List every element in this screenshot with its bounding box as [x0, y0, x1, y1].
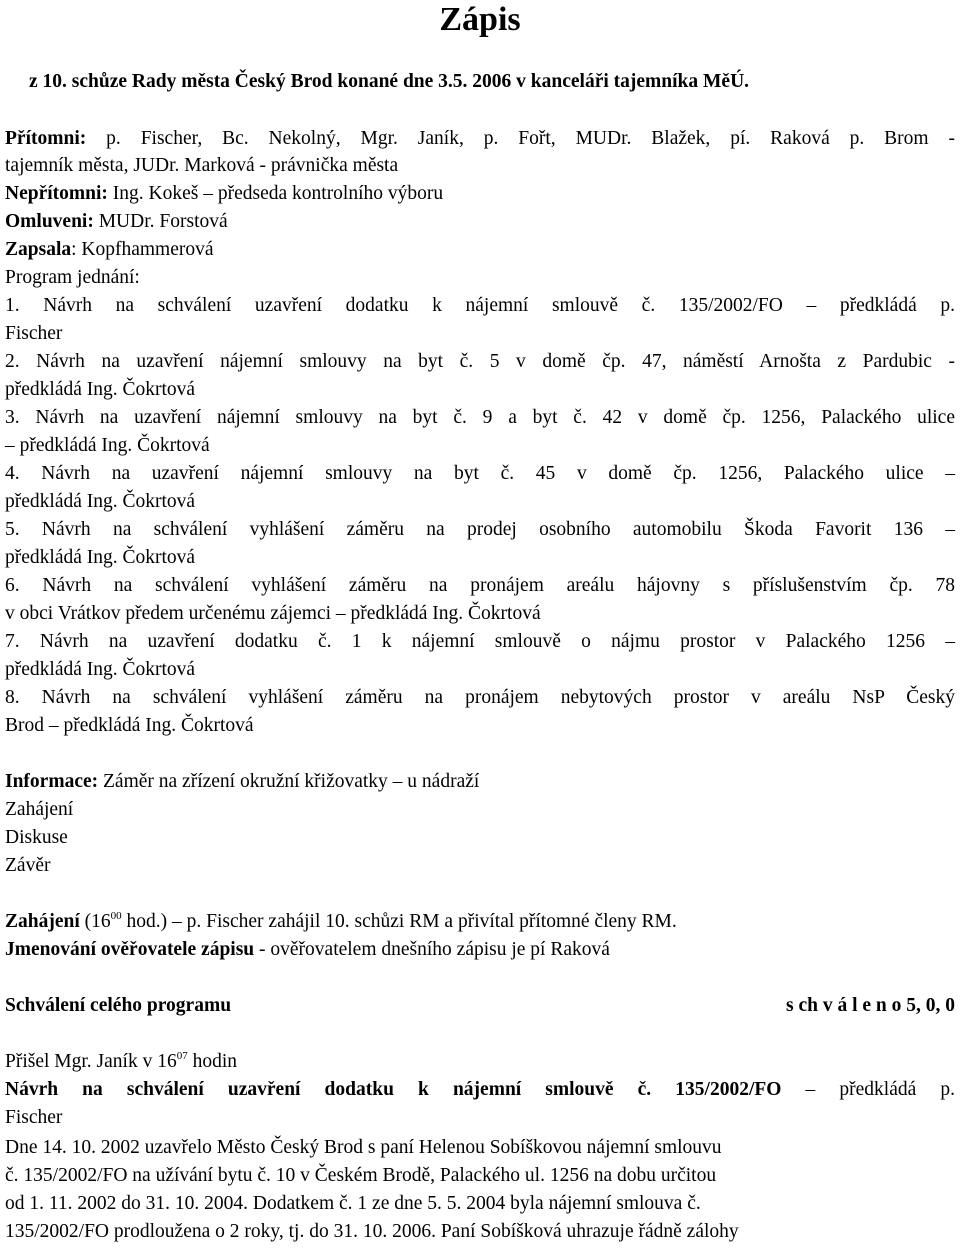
absent-text: Ing. Kokeš – předseda kontrolního výboru	[112, 183, 444, 204]
agenda-item-6-cont: v obci Vrátkov předem určenému zájemci – předkládá Ing. Čokrtová	[5, 603, 541, 624]
meeting-subtitle: z 10. schůze Rady města Český Brod konané dne 3.5. 2006 v kanceláři tajemníka MěÚ.	[29, 71, 750, 92]
info-text: Záměr na zřízení okružní křižovatky – u nádraží	[103, 771, 480, 792]
excused-text: MUDr. Forstová	[98, 211, 228, 232]
present-text: p. Fischer, Bc. Nekolný, Mgr. Janík, p. Fořt, MUDr. Blažek, pí. Raková p. Brom -	[106, 128, 956, 149]
present-label: Přítomni:	[5, 128, 87, 149]
document-title: Zápis	[439, 1, 521, 38]
recorder-label: Zapsala	[5, 239, 72, 260]
arrival-post: hodin	[187, 1051, 238, 1072]
opening-paragraph	[5, 908, 955, 935]
body-line: 135/2002/FO prodloužena o 2 roky, tj. do 31. 10. 2006. Paní Sobíšková uhrazuje řádně zálohy	[5, 1221, 739, 1242]
agenda-item-3-cont: – předkládá Ing. Čokrtová	[5, 435, 210, 456]
body-line: od 1. 11. 2002 do 31. 10. 2004. Dodatkem č. 1 ze dne 5. 5. 2004 byla nájemní smlouva č.	[5, 1193, 701, 1214]
recorder	[5, 236, 955, 263]
opening-time-pre: (16	[79, 911, 111, 932]
arrival-sup: 07	[176, 1050, 188, 1062]
verifier-paragraph	[5, 936, 955, 963]
information	[5, 768, 955, 795]
body-line: č. 135/2002/FO na užívání bytu č. 10 v Českém Brodě, Palackého ul. 1256 na dobu určitou	[5, 1165, 717, 1186]
agenda-item-7: 7. Návrh na uzavření dodatku č. 1 k nájemní smlouvě o nájmu prostor v Palackého 1256 –	[5, 631, 955, 652]
agenda-item-1-cont: Fischer	[5, 323, 63, 344]
program-heading: Program jednání:	[5, 267, 140, 288]
agenda-item-7-cont: předkládá Ing. Čokrtová	[5, 659, 196, 680]
section-opening: Zahájení	[5, 799, 74, 820]
agenda-item-3: 3. Návrh na uzavření nájemní smlouvy na byt č. 9 a byt č. 42 v domě čp. 1256, Palackého ulice	[5, 407, 955, 428]
attendees-present	[5, 125, 955, 152]
section-discussion: Diskuse	[5, 827, 68, 848]
agenda-item-6: 6. Návrh na schválení vyhlášení záměru na pronájem areálu hájovny s příslušenstvím čp. 78	[5, 575, 955, 596]
arrival-note	[5, 1048, 955, 1075]
item1-heading-row	[5, 1076, 955, 1103]
agenda-item-5-cont: předkládá Ing. Čokrtová	[5, 547, 196, 568]
recorder-text: : Kopfhammerová	[71, 239, 214, 260]
agenda-item-2-cont: předkládá Ing. Čokrtová	[5, 379, 196, 400]
section-conclusion: Závěr	[5, 855, 51, 876]
agenda-item-5: 5. Návrh na schválení vyhlášení záměru na prodej osobního automobilu Škoda Favorit 136 –	[5, 519, 955, 540]
agenda-item-4: 4. Návrh na uzavření nájemní smlouvy na byt č. 45 v domě čp. 1256, Palackého ulice –	[5, 463, 955, 484]
attendees-excused	[5, 208, 955, 235]
attendees-absent	[5, 180, 955, 207]
excused-label: Omluveni:	[5, 211, 94, 232]
item1-presenter: – předkládá p.	[781, 1079, 955, 1100]
verifier-label: Jmenování ověřovatele zápisu	[5, 939, 255, 960]
item1-presenter-cont: Fischer	[5, 1107, 63, 1128]
body-line: Dne 14. 10. 2002 uzavřelo Město Český Brod s paní Helenou Sobíškovou nájemní smlouvu	[5, 1137, 722, 1158]
approval-result: s ch v á l e n o 5, 0, 0	[785, 995, 955, 1016]
present-text-cont: tajemník města, JUDr. Marková - právnička města	[5, 155, 399, 176]
item1-heading: Návrh na schválení uzavření dodatku k nájemní smlouvě č. 135/2002/FO	[5, 1079, 782, 1100]
agenda-item-8: 8. Návrh na schválení vyhlášení záměru na pronájem nebytových prostor v areálu NsP Český	[5, 687, 955, 708]
opening-label: Zahájení	[5, 911, 80, 932]
absent-label: Nepřítomni:	[5, 183, 108, 204]
agenda-item-2: 2. Návrh na uzavření nájemní smlouvy na byt č. 5 v domě čp. 47, náměstí Arnošta z Pardubic -	[5, 351, 955, 372]
approval-row	[5, 992, 955, 1019]
opening-time-sup: 00	[110, 910, 122, 922]
agenda-item-1: 1. Návrh na schválení uzavření dodatku k nájemní smlouvě č. 135/2002/FO – předkládá p.	[5, 295, 955, 316]
agenda-item-8-cont: Brod – předkládá Ing. Čokrtová	[5, 715, 254, 736]
agenda-item-4-cont: předkládá Ing. Čokrtová	[5, 491, 196, 512]
verifier-text: - ověřovatelem dnešního zápisu je pí Raková	[254, 939, 610, 960]
info-label: Informace:	[5, 771, 99, 792]
approval-label: Schválení celého programu	[5, 995, 232, 1016]
opening-text: hod.) – p. Fischer zahájil 10. schůzi RM a přivítal přítomné členy RM.	[121, 911, 677, 932]
arrival-pre: Přišel Mgr. Janík v 16	[5, 1051, 177, 1072]
